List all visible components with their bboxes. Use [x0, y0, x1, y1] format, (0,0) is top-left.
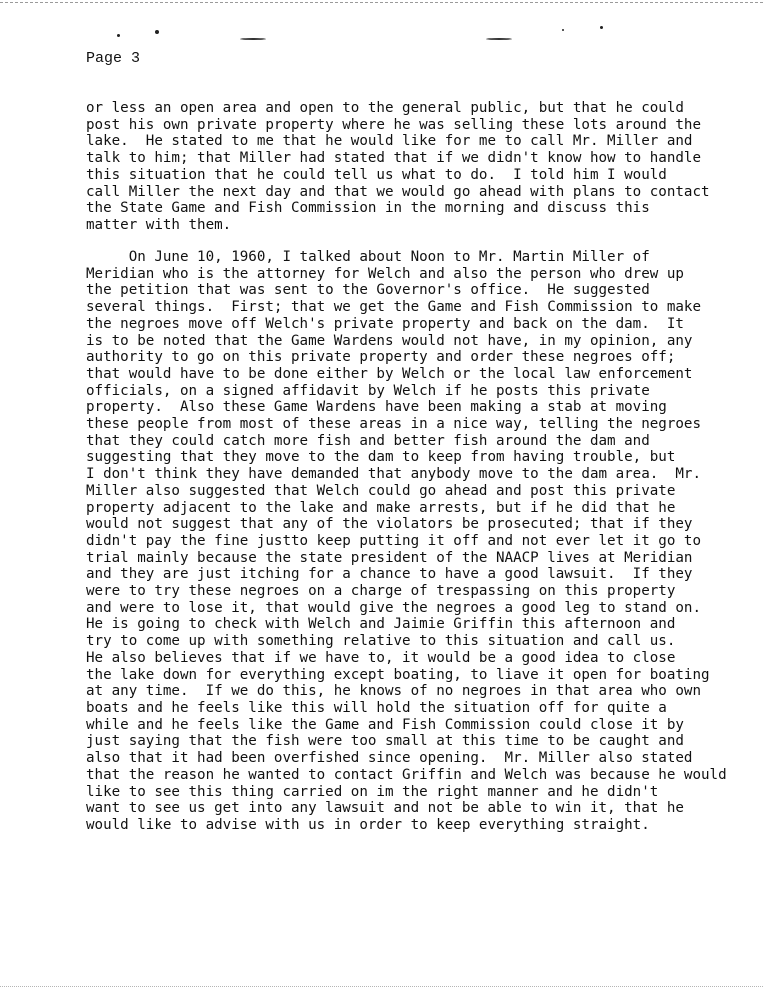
- text-line: is to be noted that the Game Wardens would not have, in my opinion, any: [86, 332, 693, 349]
- text-line: property. Also these Game Wardens have been making a stab at moving: [86, 399, 667, 416]
- text-line: officials, on a signed affidavit by Welch if he posts this private: [86, 382, 650, 399]
- text-line: boats and he feels like this will hold the situation off for quite a: [86, 699, 667, 716]
- text-line: want to see us get into any lawsuit and not be able to win it, that he: [86, 800, 684, 817]
- text-line: I don't think they have demanded that anybody move to the dam area. Mr.: [86, 466, 701, 483]
- text-line: call Miller the next day and that we would go ahead with plans to contact: [86, 183, 710, 200]
- text-line: would not suggest that any of the violators be prosecuted; that if they: [86, 516, 693, 533]
- text-line: talk to him; that Miller had stated that if we didn't know how to handle: [86, 150, 701, 167]
- text-line: that the reason he wanted to contact Griffin and Welch was because he would: [86, 766, 727, 783]
- text-line: this situation that he could tell us what to do. I told him I would: [86, 166, 667, 183]
- text-line: post his own private property where he was selling these lots around the: [86, 116, 701, 133]
- text-line: trial mainly because the state president of the NAACP lives at Meridian: [86, 549, 693, 566]
- text-line: and they are just itching for a chance to have a good lawsuit. If they: [86, 566, 693, 583]
- text-line: would like to advise with us in order to keep everything straight.: [86, 816, 650, 833]
- text-line: at any time. If we do this, he knows of no negroes in that area who own: [86, 683, 701, 700]
- text-line: On June 10, 1960, I talked about Noon to Mr. Martin Miller of: [86, 249, 650, 265]
- text-line: matter with them.: [86, 216, 232, 233]
- body-paragraph: [86, 100, 710, 234]
- scan-mark: [240, 38, 266, 40]
- text-line: the lake down for everything except boating, to liave it open for boating: [86, 666, 710, 683]
- text-line: these people from most of these areas in a nice way, telling the negroes: [86, 416, 701, 433]
- scan-mark: [486, 38, 512, 40]
- text-line: property adjacent to the lake and make arrests, but if he did that he: [86, 499, 676, 516]
- text-line: that would have to be done either by Welch or the local law enforcement: [86, 365, 693, 382]
- text-line: lake. He stated to me that he would like for me to call Mr. Miller and: [86, 133, 693, 150]
- scan-speck: [600, 26, 603, 29]
- text-line: Meridian who is the attorney for Welch and also the person who drew up: [86, 265, 684, 282]
- scan-speck: [155, 30, 159, 34]
- text-line: Miller also suggested that Welch could go ahead and post this private: [86, 482, 676, 499]
- text-line: while and he feels like the Game and Fish Commission could close it by: [86, 716, 684, 733]
- text-line: were to try these negroes on a charge of trespassing on this property: [86, 583, 676, 600]
- text-line: the State Game and Fish Commission in the morning and discuss this: [86, 200, 650, 217]
- text-line: just saying that the fish were too small at this time to be caught and: [86, 733, 684, 750]
- text-line: and were to lose it, that would give the negroes a good leg to stand on.: [86, 599, 701, 616]
- scan-speck: [117, 34, 120, 37]
- scan-speck: [562, 29, 564, 31]
- scan-bottom-edge: [0, 986, 763, 987]
- text-line: that they could catch more fish and better fish around the dam and: [86, 432, 650, 449]
- text-line: like to see this thing carried on im the right manner and he didn't: [86, 783, 659, 800]
- text-line: the petition that was sent to the Governor's office. He suggested: [86, 282, 650, 299]
- text-line: didn't pay the fine justto keep putting it off and not ever let it go to: [86, 532, 701, 549]
- text-line: suggesting that they move to the dam to keep from having trouble, but: [86, 449, 676, 466]
- text-line: try to come up with something relative to this situation and call us.: [86, 633, 676, 650]
- text-line: or less an open area and open to the general public, but that he could: [86, 100, 684, 116]
- text-line: He also believes that if we have to, it would be a good idea to close: [86, 649, 676, 666]
- page-number: Page 3: [86, 50, 141, 67]
- text-line: He is going to check with Welch and Jaimie Griffin this afternoon and: [86, 616, 676, 633]
- body-paragraph: [86, 249, 727, 834]
- text-line: several things. First; that we get the Game and Fish Commission to make: [86, 299, 701, 316]
- text-line: also that it had been overfished since opening. Mr. Miller also stated: [86, 750, 693, 767]
- text-line: the negroes move off Welch's private property and back on the dam. It: [86, 315, 684, 332]
- text-line: authority to go on this private property and order these negroes off;: [86, 349, 676, 366]
- scan-top-edge: [0, 2, 763, 3]
